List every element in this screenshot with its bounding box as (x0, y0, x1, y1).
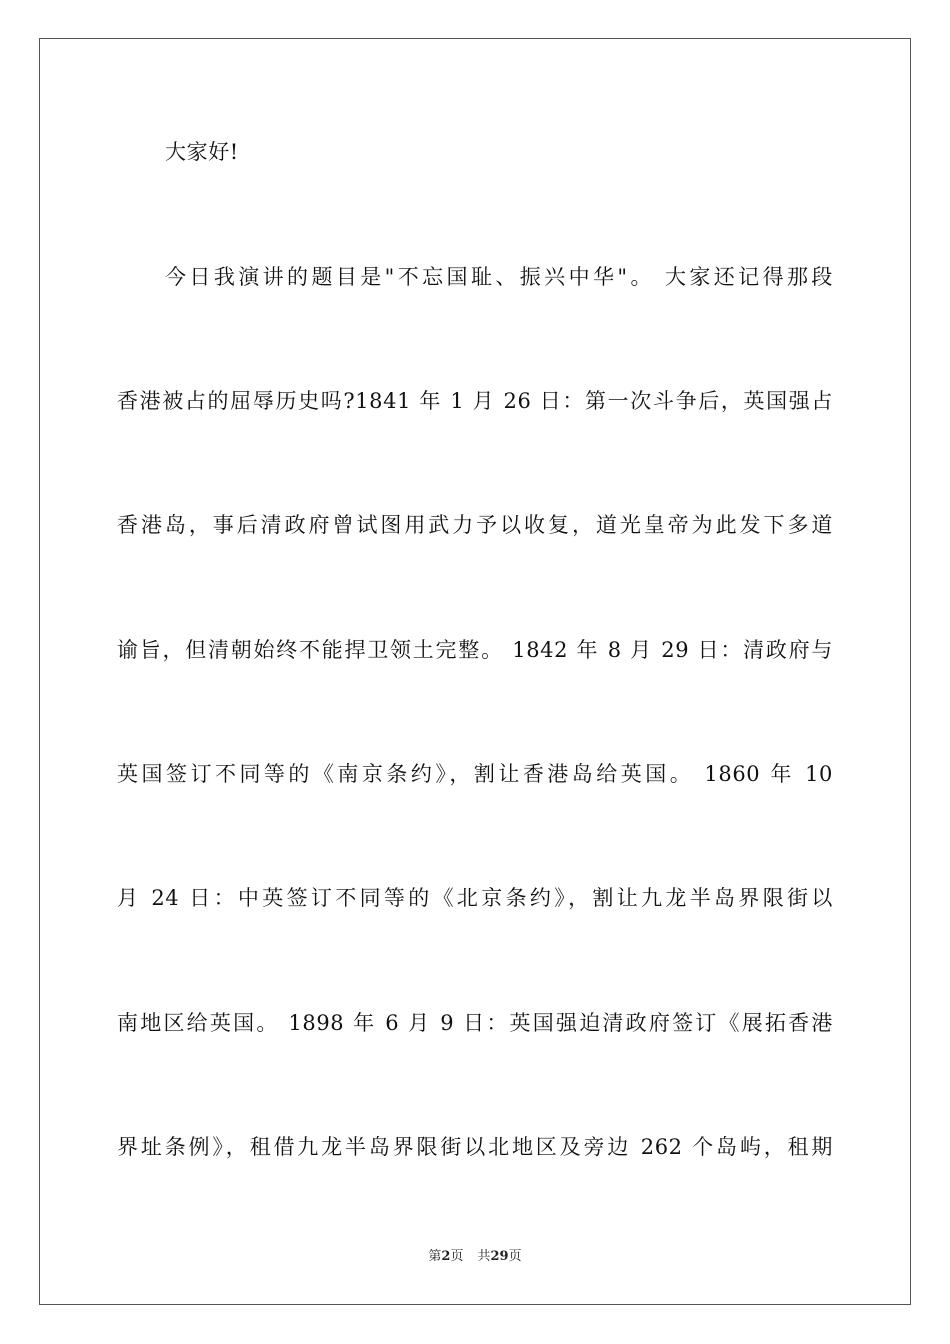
text-line: 界址条例》，租借九龙半岛界限街以北地区及旁边 262 个岛屿，租期 (117, 1135, 833, 1159)
total-label-suffix: 页 (508, 1249, 522, 1264)
total-page-count: 29 (490, 1249, 509, 1264)
total-label-prefix: 共 (477, 1249, 491, 1264)
text-line: 南地区给英国。 1898 年 6 月 9 日：英国强迫清政府签订《展拓香港 (117, 1011, 833, 1035)
text-line: 谕旨，但清朝始终不能捍卫领土完整。 1842 年 8 月 29 日：清政府与 (117, 638, 833, 662)
text-line: 今日我演讲的题目是"不忘国耻、振兴中华"。 大家还记得那段 (165, 265, 833, 289)
text-line-greeting: 大家好! (165, 140, 239, 164)
text-line: 香港岛，事后清政府曾试图用武力予以收复，道光皇帝为此发下多道 (117, 513, 833, 537)
text-line: 英国签订不同等的《南京条约》，割让香港岛给英国。 1860 年 10 (117, 762, 833, 786)
current-page-number: 2 (441, 1249, 451, 1264)
page-label-prefix: 第 (428, 1249, 442, 1264)
page-border (39, 38, 911, 1305)
page-footer (0, 1248, 950, 1266)
page-label-suffix: 页 (450, 1249, 464, 1264)
text-line: 香港被占的屈辱历史吗?1841 年 1 月 26 日：第一次斗争后，英国强占 (117, 389, 833, 413)
text-line: 月 24 日：中英签订不同等的《北京条约》，割让九龙半岛界限街以 (117, 886, 833, 910)
